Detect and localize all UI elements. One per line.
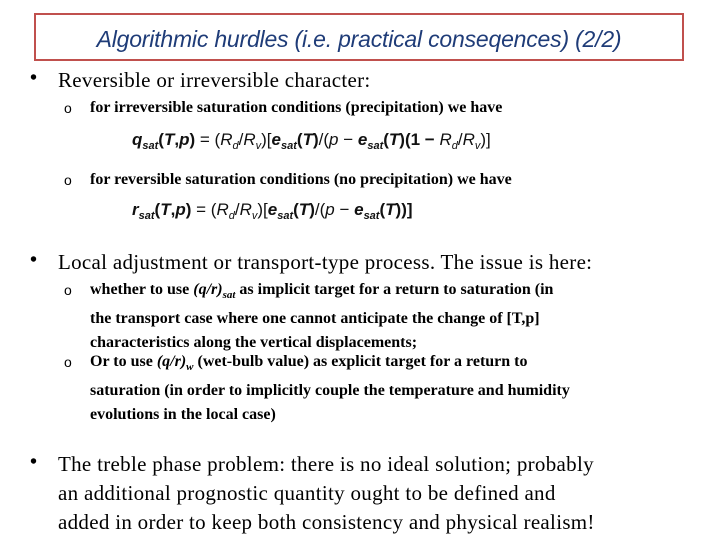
bullet-reversible	[30, 66, 371, 95]
sub-bullet-reversible	[64, 168, 512, 192]
bullet-treble-phase	[30, 450, 595, 537]
sub-bullet-implicit-target	[64, 278, 553, 355]
hollow-circle-icon: o	[64, 282, 72, 298]
formula-q-sat: $q_{sat}(T,p) = (R_d/R_v)[e_{sat}(T)/(p - e_{sat}(T)(1 - R_d/R_v)]$	[132, 130, 491, 152]
sub-bullet-text: whether to use $(q/r)_{sat}$ as implicit target for a return to saturation (in the transport case where one cannot anticipate the change of [T,p] characteristics along the vertical displacements;	[90, 281, 554, 352]
hollow-circle-icon: o	[64, 172, 72, 188]
bullet-text: Reversible or irreversible character:	[58, 68, 371, 92]
bullet-text: Local adjustment or transport-type process. The issue is here:	[58, 250, 593, 274]
sub-bullet-explicit-target	[64, 350, 570, 427]
hollow-circle-icon: o	[64, 354, 72, 370]
sub-bullet-text: Or to use $(q/r)_w$ (wet-bulb value) as explicit target for a return to saturation (in order to implicitly couple the temperature and humidity evolutions in the local case)	[90, 353, 570, 424]
sub-bullet-irreversible	[64, 96, 502, 120]
formula-r-sat: $r_{sat}(T,p) = (R_d/R_v)[e_{sat}(T)/(p - e_{sat}(T))]$	[132, 200, 413, 222]
sub-bullet-text: for reversible saturation conditions (no precipitation) we have	[90, 171, 512, 188]
slide-title: Algorithmic hurdles (i.e. practical conseqences) (2/2)	[96, 25, 622, 52]
hollow-circle-icon: o	[64, 100, 72, 116]
bullet-text: The treble phase problem: there is no ideal solution; probably an additional prognostic quantity ought to be defined and added in order to keep both consistency and physical realism!	[58, 452, 595, 534]
sub-bullet-text: for irreversible saturation conditions (precipitation) we have	[90, 99, 503, 116]
bullet-dot-icon: •	[30, 249, 38, 271]
bullet-local-adjustment	[30, 248, 592, 277]
title-box	[34, 13, 684, 61]
bullet-dot-icon: •	[30, 67, 38, 89]
bullet-dot-icon: •	[30, 451, 38, 473]
